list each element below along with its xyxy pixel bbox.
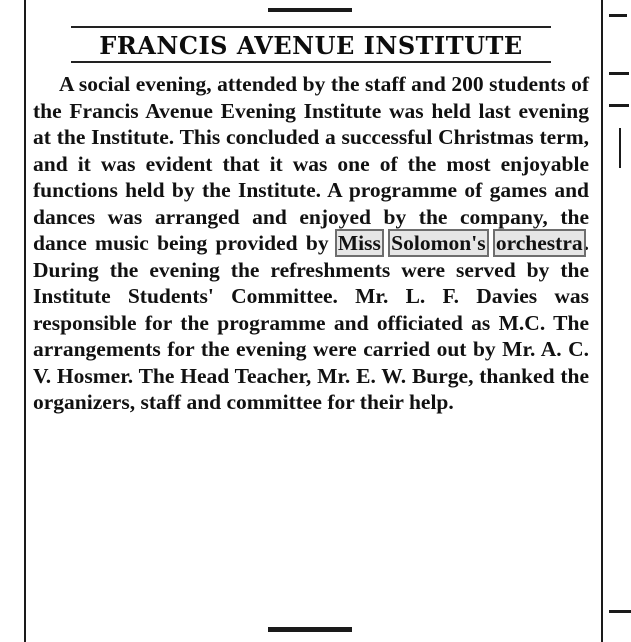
adjacent-mark [619, 128, 621, 168]
highlighted-word: Solomon's [391, 231, 486, 255]
article-body [33, 71, 589, 416]
newspaper-article [33, 26, 589, 416]
column-rule-left [24, 0, 26, 642]
highlighted-word: orchestra [495, 231, 583, 255]
separator-rule-bottom [268, 627, 352, 632]
adjacent-mark [609, 14, 627, 17]
article-headline: FRANCIS AVENUE INSTITUTE [71, 26, 551, 63]
highlighted-word: Miss [337, 231, 381, 255]
adjacent-column-fragment [607, 0, 631, 642]
adjacent-mark [609, 72, 629, 75]
column-rule-right [601, 0, 603, 642]
adjacent-mark [609, 610, 631, 613]
body-text-end: . During the evening the refreshments were served by the Institute Students' Committee. Mr. L. F. Davies was responsible for the programme and officiated as M.C. The arrangements for the evening were carried out by Mr. A. C. V. Hosmer. The Head Teacher, Mr. E. W. Burge, thanked the organizers, staff and committee for their help. [33, 231, 590, 414]
adjacent-mark [609, 104, 629, 107]
body-text-start: A social evening, attended by the staff and 200 students of the Francis Avenue Evening Institute was held last evening at the Institute. This concluded a successful Christmas term, and it was evident that it was one of the most enjoyable functions held by the Institute. A programme of games and dances was arranged and enjoyed by the company, the dance music being provided by [33, 72, 589, 255]
separator-rule-top [268, 8, 352, 12]
